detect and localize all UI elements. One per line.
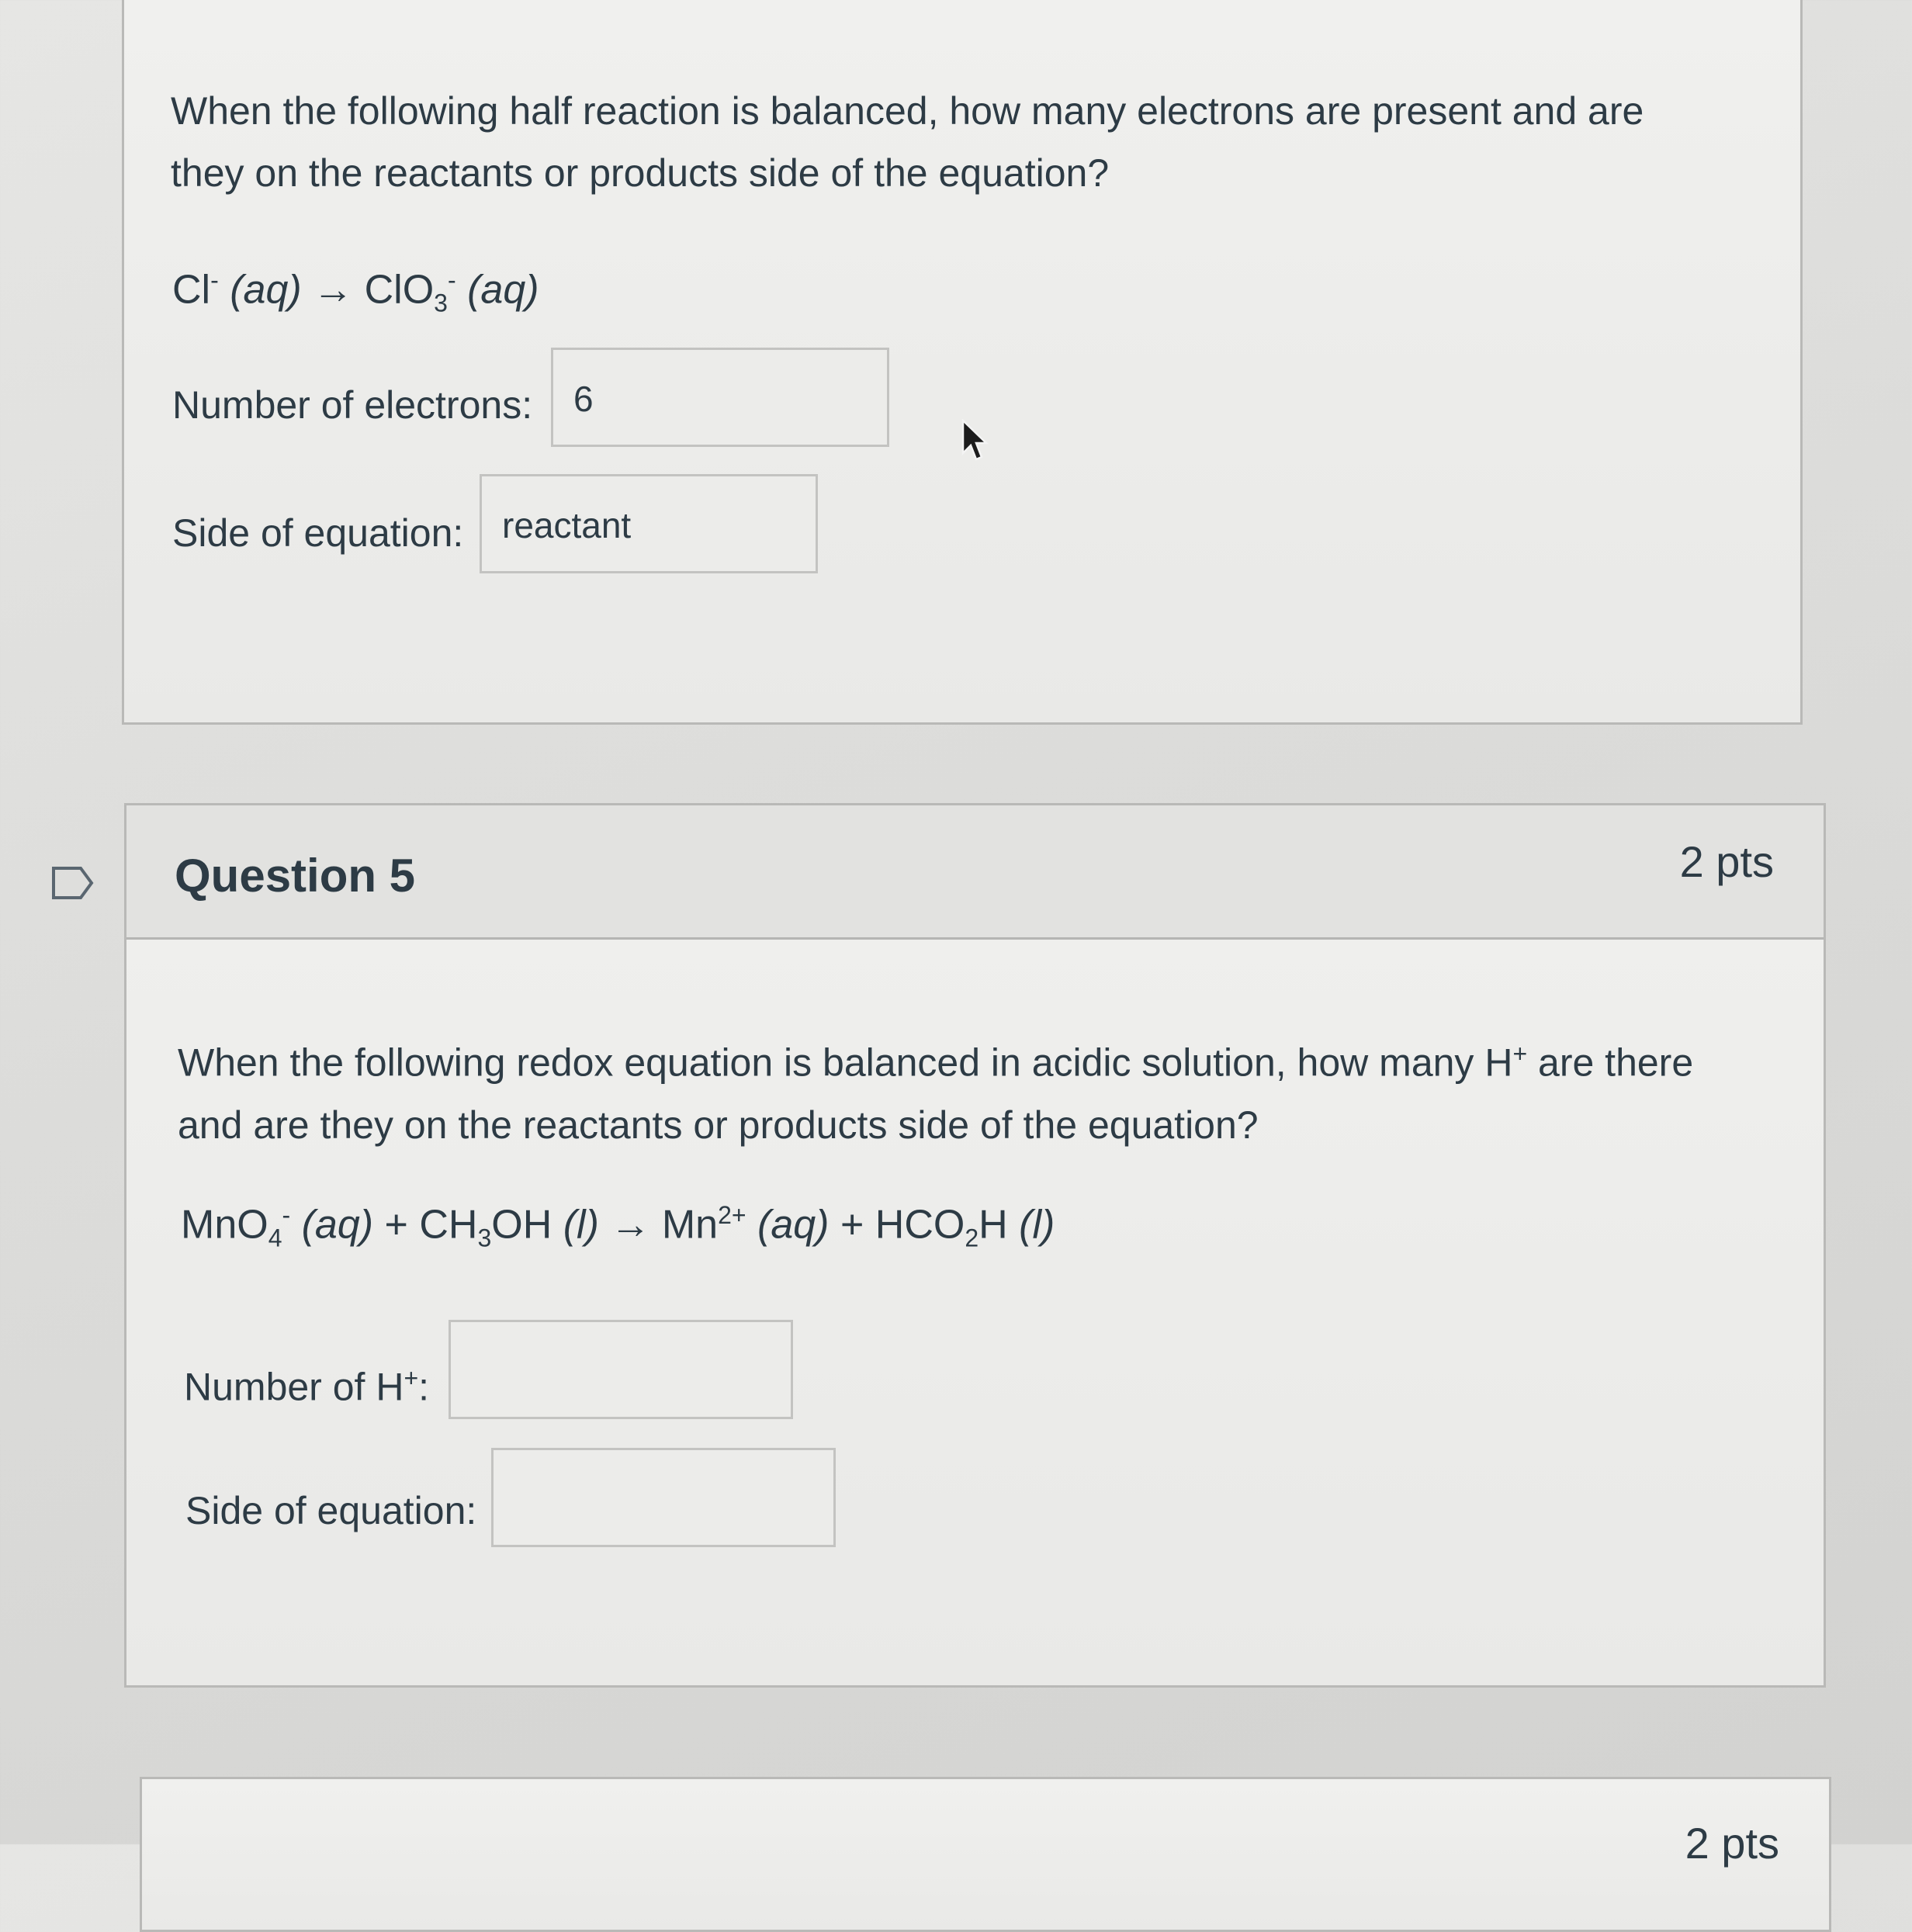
- electrons-input-value: 6: [573, 379, 594, 419]
- side-of-equation-label: Side of equation:: [172, 511, 464, 555]
- number-of-h-input[interactable]: [449, 1320, 793, 1419]
- side-of-equation-input[interactable]: [480, 474, 818, 573]
- electrons-label: Number of electrons:: [172, 383, 533, 427]
- bookmark-flag-icon[interactable]: [51, 866, 95, 900]
- mouse-pointer-icon: [961, 419, 989, 462]
- question-6-card: [140, 1777, 1831, 1932]
- number-of-h-label: Number of H+:: [184, 1364, 430, 1409]
- side-of-equation-value: reactant: [502, 505, 632, 545]
- question-5-header: [126, 805, 1824, 940]
- question-4-text: When the following half reaction is balanced, how many electrons are present and are they on the reactants or products side of the equation?: [171, 89, 1644, 195]
- side-of-equation-input-q5[interactable]: [491, 1448, 836, 1547]
- electrons-input[interactable]: [551, 348, 889, 447]
- question-5-text: When the following redox equation is balanced in acidic solution, how many H+ are there and are they on the reactants or products side of the equation?: [178, 1040, 1694, 1147]
- question-4-card: [122, 0, 1803, 725]
- question-4-equation: Cl- (aq) → ClO$_3$- (aq): [172, 266, 539, 317]
- question-5-equation: MnO$_4$- $(aq) + CH_3OH$ $(l) \to Mn^{2+}$ $(aq) + HCO_2H$ (l): [181, 1201, 1055, 1252]
- question-6-points: 2 pts: [1685, 1819, 1779, 1868]
- side-of-equation-label-q5: Side of equation:: [185, 1489, 477, 1532]
- question-5-title: Question 5: [175, 850, 416, 902]
- question-5-points: 2 pts: [1679, 837, 1774, 886]
- question-5-card: [124, 803, 1826, 1688]
